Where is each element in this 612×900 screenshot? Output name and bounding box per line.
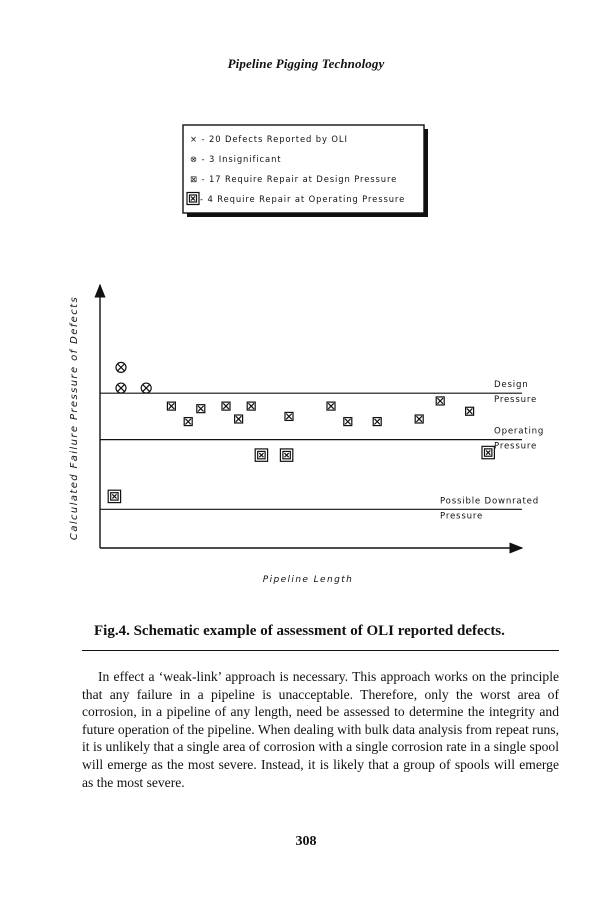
- legend-item-2: ⊗ - 3 Insignificant: [190, 154, 282, 164]
- legend-item-1: × - 20 Defects Reported by OLI: [190, 134, 348, 144]
- defect-marker-15: [436, 397, 444, 405]
- design-pressure-label: Pressure: [494, 395, 538, 406]
- downrated-pressure-label: Pressure: [440, 511, 484, 522]
- downrated-pressure-label: Possible Downrated: [440, 496, 539, 507]
- y-axis-label: Calculated Failure Pressure of Defects: [69, 295, 80, 541]
- defect-marker-8: [235, 415, 243, 423]
- page-number: 308: [295, 834, 317, 849]
- figure-caption: Fig.4. Schematic example of assessment of OLI reported defects.: [94, 623, 505, 639]
- defect-marker-19: [280, 449, 292, 461]
- operating-pressure-label: Pressure: [494, 441, 538, 452]
- defect-marker-16: [466, 407, 474, 415]
- defect-marker-9: [247, 402, 255, 410]
- legend-item-4: - 4 Require Repair at Operating Pressure: [200, 194, 406, 204]
- defect-marker-18: [255, 449, 267, 461]
- caption-divider: [82, 650, 559, 651]
- body-paragraph: In effect a ‘weak-link’ approach is necessary. This approach works on the principle that any failure in a pipeline is unacceptable. Therefore, only the worst area of corrosion, in a pipeline of any length, need be assessed to determine the integrity and future operation of the pipeline. When dealing with bulk data analysis from repeat runs, it is unlikely that a single area of corrosion with a single corrosion rate in a single spool will emerge as the most severe. Instead, it is likely that a group of spools will emerge as the most severe.: [82, 669, 559, 790]
- reference-lines: [100, 380, 544, 521]
- legend-item-3: ⊠ - 17 Require Repair at Design Pressure: [190, 174, 398, 184]
- defect-marker-1: [116, 362, 126, 372]
- defect-marker-2: [116, 383, 126, 393]
- design-pressure-label: Design: [494, 380, 529, 391]
- defect-marker-6: [197, 405, 205, 413]
- defect-marker-3: [141, 383, 151, 393]
- defect-marker-14: [415, 415, 423, 423]
- x-axis-label: Pipeline Length: [262, 575, 354, 585]
- data-markers: [108, 362, 494, 502]
- defect-marker-20: [482, 446, 494, 458]
- defect-marker-11: [327, 402, 335, 410]
- running-header-title: Pipeline Pigging Technology: [227, 56, 385, 71]
- defect-marker-12: [344, 418, 352, 426]
- defect-marker-13: [373, 418, 381, 426]
- defect-marker-17: [108, 490, 120, 502]
- defect-marker-10: [285, 412, 293, 420]
- legend: [183, 125, 428, 217]
- defect-marker-4: [167, 402, 175, 410]
- defect-marker-7: [222, 402, 230, 410]
- defect-marker-5: [184, 418, 192, 426]
- operating-pressure-label: Operating: [494, 426, 545, 437]
